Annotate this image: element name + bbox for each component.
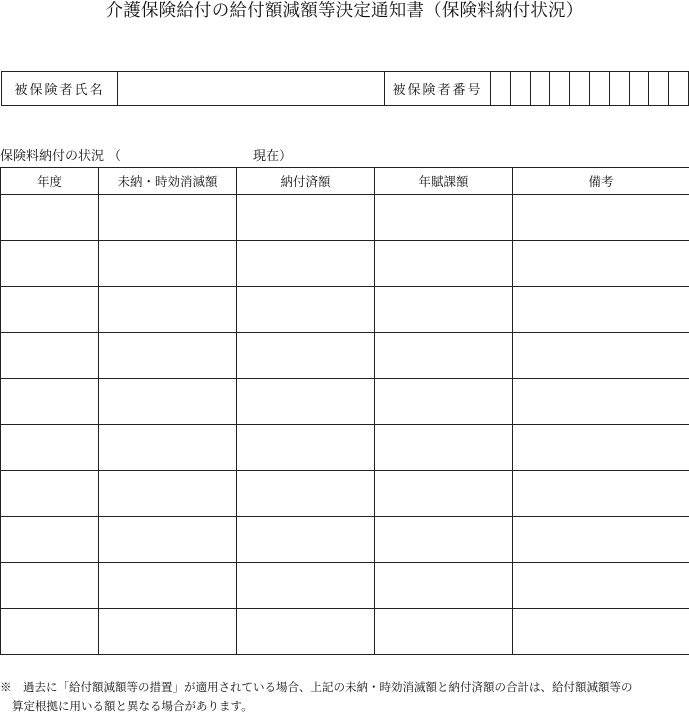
footnote-line-1: ※ 過去に「給付額減額等の措置」が適用されている場合、上記の未納・時効消滅額と納付済額の合計は、給付額減額等の xyxy=(0,680,633,694)
cell-annual-levy[interactable] xyxy=(375,471,513,517)
insured-info-box xyxy=(1,71,689,106)
table-row xyxy=(1,517,689,563)
insured-name-field[interactable] xyxy=(118,72,385,105)
cell-paid-amount[interactable] xyxy=(237,195,375,241)
as-of-open-paren: （ xyxy=(108,149,122,164)
header-unpaid-expired: 未納・時効消滅額 xyxy=(99,168,237,195)
as-of-label: 現在） xyxy=(253,149,293,164)
table-row xyxy=(1,379,689,425)
cell-paid-amount[interactable] xyxy=(237,287,375,333)
cell-remarks[interactable] xyxy=(513,241,689,287)
table-row xyxy=(1,287,689,333)
table-header-row xyxy=(1,168,689,195)
cell-fiscal-year[interactable] xyxy=(1,517,99,563)
document-title: 介護保険給付の給付額減額等決定通知書（保険料納付状況） xyxy=(105,1,584,21)
cell-remarks[interactable] xyxy=(513,563,689,609)
cell-unpaid-expired[interactable] xyxy=(99,379,237,425)
insured-number-digit[interactable] xyxy=(550,72,570,105)
cell-fiscal-year[interactable] xyxy=(1,425,99,471)
cell-annual-levy[interactable] xyxy=(375,425,513,471)
cell-paid-amount[interactable] xyxy=(237,517,375,563)
insured-name-label: 被保険者氏名 xyxy=(2,72,118,105)
cell-unpaid-expired[interactable] xyxy=(99,241,237,287)
cell-remarks[interactable] xyxy=(513,425,689,471)
cell-fiscal-year[interactable] xyxy=(1,333,99,379)
table-row xyxy=(1,425,689,471)
cell-paid-amount[interactable] xyxy=(237,563,375,609)
cell-fiscal-year[interactable] xyxy=(1,379,99,425)
payment-status-label: 保険料納付の状況 xyxy=(0,149,105,164)
cell-unpaid-expired[interactable] xyxy=(99,333,237,379)
insured-number-digit[interactable] xyxy=(669,72,688,105)
insured-number-digit[interactable] xyxy=(610,72,630,105)
cell-annual-levy[interactable] xyxy=(375,517,513,563)
cell-fiscal-year[interactable] xyxy=(1,241,99,287)
cell-fiscal-year[interactable] xyxy=(1,609,99,655)
cell-remarks[interactable] xyxy=(513,195,689,241)
cell-paid-amount[interactable] xyxy=(237,379,375,425)
cell-fiscal-year[interactable] xyxy=(1,195,99,241)
insured-number-digit[interactable] xyxy=(630,72,650,105)
cell-annual-levy[interactable] xyxy=(375,609,513,655)
cell-unpaid-expired[interactable] xyxy=(99,471,237,517)
table-row xyxy=(1,333,689,379)
cell-remarks[interactable] xyxy=(513,517,689,563)
footnote-line-2: 算定根拠に用いる額と異なる場合があります。 xyxy=(12,699,253,713)
cell-paid-amount[interactable] xyxy=(237,471,375,517)
cell-fiscal-year[interactable] xyxy=(1,287,99,333)
insured-number-field[interactable] xyxy=(491,72,688,105)
header-annual-levy: 年賦課額 xyxy=(375,168,513,195)
table-row xyxy=(1,241,689,287)
table-row xyxy=(1,609,689,655)
table-row xyxy=(1,563,689,609)
cell-annual-levy[interactable] xyxy=(375,333,513,379)
cell-annual-levy[interactable] xyxy=(375,241,513,287)
cell-remarks[interactable] xyxy=(513,333,689,379)
cell-fiscal-year[interactable] xyxy=(1,563,99,609)
insured-number-digit[interactable] xyxy=(531,72,551,105)
header-fiscal-year: 年度 xyxy=(1,168,99,195)
insured-number-digit[interactable] xyxy=(649,72,669,105)
cell-unpaid-expired[interactable] xyxy=(99,195,237,241)
table-body xyxy=(1,195,689,655)
insured-number-digit[interactable] xyxy=(570,72,590,105)
insured-number-digit[interactable] xyxy=(491,72,511,105)
cell-annual-levy[interactable] xyxy=(375,287,513,333)
cell-fiscal-year[interactable] xyxy=(1,471,99,517)
cell-paid-amount[interactable] xyxy=(237,333,375,379)
header-paid-amount: 納付済額 xyxy=(237,168,375,195)
table-row xyxy=(1,471,689,517)
cell-unpaid-expired[interactable] xyxy=(99,609,237,655)
cell-unpaid-expired[interactable] xyxy=(99,563,237,609)
cell-unpaid-expired[interactable] xyxy=(99,425,237,471)
cell-annual-levy[interactable] xyxy=(375,195,513,241)
table-row xyxy=(1,195,689,241)
payment-status-heading xyxy=(0,149,292,165)
cell-annual-levy[interactable] xyxy=(375,379,513,425)
payment-status-table xyxy=(0,167,689,655)
insured-number-digit[interactable] xyxy=(590,72,610,105)
insured-number-digit[interactable] xyxy=(511,72,531,105)
insured-number-label: 被保険者番号 xyxy=(385,72,491,105)
cell-unpaid-expired[interactable] xyxy=(99,287,237,333)
cell-paid-amount[interactable] xyxy=(237,609,375,655)
footnote xyxy=(0,678,689,716)
cell-remarks[interactable] xyxy=(513,287,689,333)
cell-paid-amount[interactable] xyxy=(237,241,375,287)
cell-remarks[interactable] xyxy=(513,379,689,425)
cell-paid-amount[interactable] xyxy=(237,425,375,471)
cell-unpaid-expired[interactable] xyxy=(99,517,237,563)
cell-annual-levy[interactable] xyxy=(375,563,513,609)
cell-remarks[interactable] xyxy=(513,609,689,655)
cell-remarks[interactable] xyxy=(513,471,689,517)
header-remarks: 備考 xyxy=(513,168,689,195)
